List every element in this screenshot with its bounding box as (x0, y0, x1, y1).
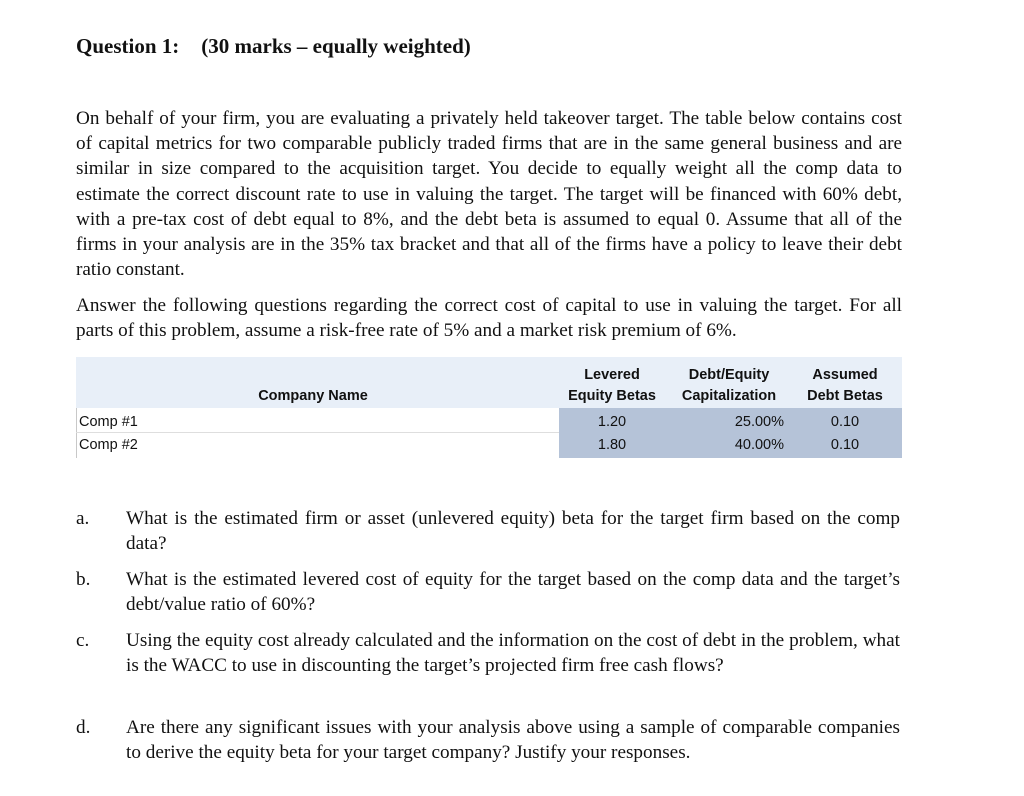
header-company-name: Company Name (258, 388, 368, 404)
levered-beta-cell: 1.20 (597, 414, 627, 430)
company-name-cell: Comp #1 (79, 414, 138, 430)
table-row (76, 410, 902, 434)
table-row (76, 433, 902, 457)
debt-beta-cell: 0.10 (830, 414, 860, 430)
header-levered-equity-betas: Levered Equity Betas (568, 367, 656, 404)
intro-paragraph: On behalf of your firm, you are evaluating a privately held takeover target. The table below contains cost of capital metrics for two comparable publicly traded firms that are in the same general business and are similar in size compared to the acquisition target. You decide to equally weight all the comp data to estimate the correct discount rate to use in valuing the target. The target will be financed with 60% debt, with a pre-tax cost of debt equal to 8%, and the debt beta is assumed to equal 0. Assume that all of the firms in your analysis are in the 35% tax bracket and that all of the firms have a policy to leave their debt ratio constant. (76, 108, 902, 281)
question-item-label: d. (76, 717, 91, 738)
table-header-row (76, 357, 902, 408)
debt-equity-cell: 25.00% (734, 414, 784, 430)
comparables-table (76, 357, 902, 458)
company-name-cell: Comp #2 (79, 437, 138, 453)
question-item-text: What is the estimated levered cost of equity for the target based on the comp data and the target’s debt/value ratio of 60%? (126, 569, 900, 615)
question-label: Question 1: (76, 34, 180, 58)
header-debt-equity-capitalization: Debt/Equity Capitalization (681, 367, 777, 404)
question-item-text: What is the estimated firm or asset (unlevered equity) beta for the target firm based on the comp data? (126, 508, 900, 554)
levered-beta-cell: 1.80 (597, 437, 627, 453)
question-item-text: Using the equity cost already calculated and the information on the cost of debt in the problem, what is the WACC to use in discounting the target’s projected firm free cash flows? (126, 630, 900, 676)
debt-equity-cell: 40.00% (734, 437, 784, 453)
question-item-label: a. (76, 508, 90, 529)
question-item-label: b. (76, 569, 91, 590)
question-item-label: c. (76, 630, 90, 651)
header-assumed-debt-betas: Assumed Debt Betas (807, 367, 883, 404)
instructions-paragraph: Answer the following questions regarding the correct cost of capital to use in valuing the target. For all parts of this problem, assume a risk-free rate of 5% and a market risk premium of 6%. (76, 295, 902, 342)
question-marks: (30 marks – equally weighted) (201, 34, 471, 58)
question-item-text: Are there any significant issues with your analysis above using a sample of comparable companies to derive the equity beta for your target company? Justify your responses. (126, 717, 900, 763)
debt-beta-cell: 0.10 (830, 437, 860, 453)
question-heading (76, 34, 471, 59)
